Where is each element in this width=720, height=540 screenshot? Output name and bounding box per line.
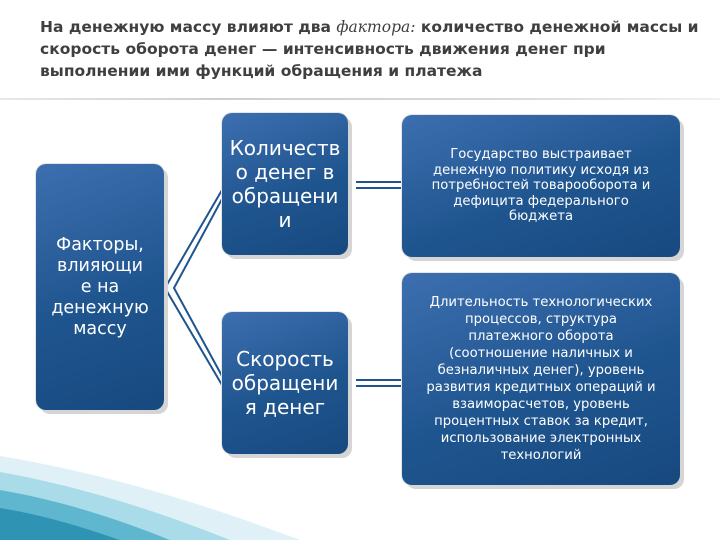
title-divider <box>0 98 720 100</box>
root-branch-connector <box>165 190 222 385</box>
title-part1: На денежную массу влияют два <box>40 18 337 36</box>
branch-detail-connector-1 <box>356 182 402 188</box>
slide-title <box>40 16 700 82</box>
title-part2: количество денежной массы и скорость оборота денег — интенсивность движения денег при выполнении ими функций обращения и платежа <box>40 18 699 80</box>
detail-money-quantity-text: Государство выстраивает денежную политику исходя из потребностей товарооборота и дефицита федерального бюджета <box>431 147 651 225</box>
branch-money-quantity-box <box>222 113 348 255</box>
branch-money-velocity-label: Скорость обращени я денег <box>231 347 339 419</box>
branch-money-quantity-label: Количеств о денег в обращени и <box>229 136 341 232</box>
detail-money-velocity-text: Длительность технологических процессов, структура платежного оборота (соотношение наличных и безналичных денег), уровень развития кредитных операций и взаиморасчетов, уровень процентных ставок за кредит, использование электронных технологий <box>426 295 656 463</box>
branch-money-velocity-box <box>222 312 348 454</box>
corner-wave-decoration <box>0 440 720 540</box>
branch-detail-connector-2 <box>356 380 402 386</box>
title-emphasis: фактора: <box>336 18 416 36</box>
root-factors-box <box>36 164 164 410</box>
root-factors-label: Факторы, влияющи е на денежную массу <box>51 234 149 339</box>
detail-money-quantity-box <box>402 115 680 257</box>
